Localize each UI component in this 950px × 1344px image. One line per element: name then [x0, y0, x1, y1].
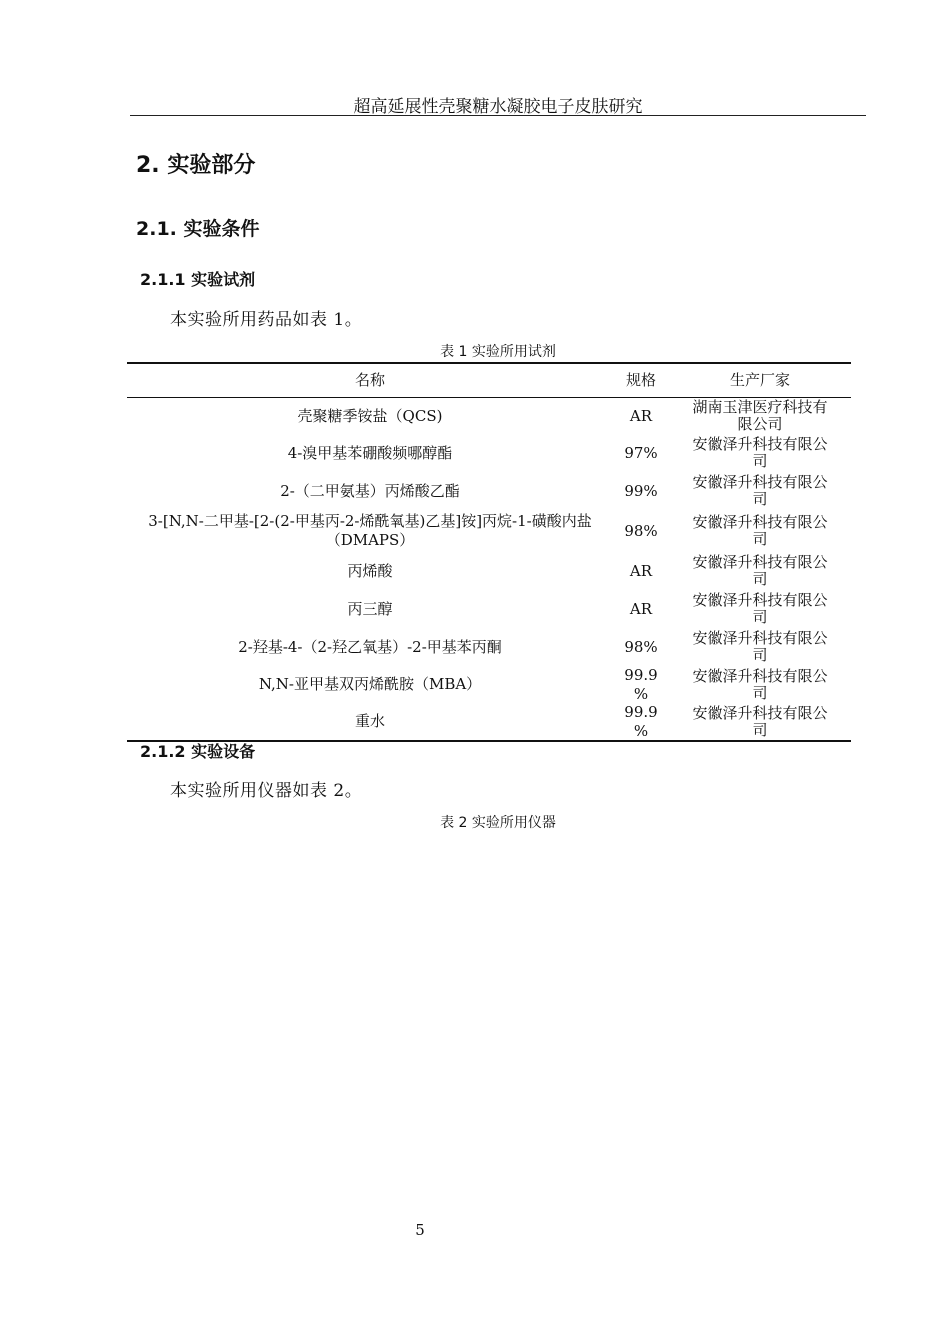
reagent-spec — [613, 600, 669, 619]
table2-caption: 表 2 实验所用仪器 — [440, 815, 556, 831]
reagents-intro: 本实验所用药品如表 1。 — [170, 310, 363, 330]
reagents-heading: 2.1.1 实验试剂 — [140, 270, 256, 289]
spec-line: 99% — [624, 481, 658, 500]
reagent-maker — [669, 436, 851, 470]
reagent-spec — [613, 666, 669, 704]
reagent-maker — [669, 554, 851, 588]
reagent-spec — [613, 482, 669, 501]
reagent-name: 丙烯酸 — [347, 561, 393, 580]
maker-line: 湖南玉津医疗科技有 — [692, 399, 828, 416]
spec-line: 99.9 — [624, 702, 658, 721]
spec-line: % — [633, 684, 649, 703]
reagent-name: N,N-亚甲基双丙烯酰胺（MBA） — [258, 675, 482, 693]
maker-line: 司 — [752, 530, 768, 548]
table-row — [127, 590, 851, 628]
maker-line: 司 — [752, 720, 768, 739]
table-row — [127, 472, 851, 510]
reagent-maker — [669, 399, 851, 433]
reagent-name: 丙三醇 — [347, 599, 393, 618]
reagent-maker — [669, 705, 851, 739]
maker-line: 安徽泽升科技有限公 — [692, 436, 828, 453]
table-row — [127, 434, 851, 472]
maker-line: 安徽泽升科技有限公 — [692, 554, 828, 571]
reagent-maker — [669, 514, 851, 548]
reagent-name: 壳聚糖季铵盐（QCS) — [297, 406, 443, 425]
table1-caption: 表 1 实验所用试剂 — [440, 344, 556, 360]
maker-line: 安徽泽升科技有限公 — [692, 514, 828, 531]
maker-line: 安徽泽升科技有限公 — [692, 630, 828, 647]
reagent-maker — [669, 630, 851, 664]
table-row — [127, 666, 851, 703]
reagent-spec — [613, 562, 669, 581]
header-rule — [130, 115, 866, 116]
col-header-maker: 生产厂家 — [729, 372, 790, 389]
spec-line: 98% — [624, 637, 658, 656]
maker-line: 安徽泽升科技有限公 — [692, 592, 828, 609]
section-heading: 2. 实验部分 — [136, 153, 256, 178]
spec-line: 97% — [624, 443, 658, 462]
spec-line: AR — [629, 406, 653, 425]
maker-line: 司 — [752, 490, 768, 508]
table-header-row — [127, 364, 851, 398]
reagents-table — [127, 362, 851, 742]
reagent-spec — [613, 703, 669, 741]
table-row — [127, 628, 851, 666]
maker-line: 安徽泽升科技有限公 — [692, 474, 828, 491]
reagent-maker — [669, 474, 851, 508]
maker-line: 司 — [752, 570, 768, 588]
reagent-name: 3-[N,N-二甲基-[2-(2-甲基丙-2-烯酰氧基)乙基]铵]丙烷-1-磺酸内盐（DMAPS） — [148, 512, 592, 549]
equipment-intro: 本实验所用仪器如表 2。 — [170, 781, 363, 801]
table-row — [127, 552, 851, 590]
reagent-name: 2-羟基-4-（2-羟乙氧基）-2-甲基苯丙酮 — [238, 637, 502, 656]
reagent-maker — [669, 668, 851, 702]
maker-line: 限公司 — [737, 415, 783, 433]
col-header-name: 名称 — [354, 371, 385, 389]
spec-line: AR — [629, 599, 653, 618]
running-header: 超高延展性壳聚糖水凝胶电子皮肤研究 — [353, 97, 643, 117]
reagent-name: 2-（二甲氨基）丙烯酸乙酯 — [280, 481, 460, 500]
table-row — [127, 703, 851, 740]
reagent-spec — [613, 638, 669, 657]
reagent-spec — [613, 522, 669, 541]
col-header-spec: 规格 — [625, 371, 656, 389]
spec-line: % — [633, 721, 649, 740]
page-number: 5 — [415, 1221, 425, 1239]
table-row — [127, 398, 851, 434]
reagent-maker — [669, 592, 851, 626]
reagent-name: 重水 — [354, 712, 385, 730]
subsection-heading: 2.1. 实验条件 — [136, 218, 260, 240]
maker-line: 司 — [752, 452, 768, 470]
reagent-spec — [613, 444, 669, 463]
table-row — [127, 510, 851, 552]
maker-line: 安徽泽升科技有限公 — [692, 667, 828, 685]
table-body — [127, 398, 851, 740]
spec-line: AR — [629, 561, 653, 580]
spec-line: 99.9 — [624, 665, 658, 684]
spec-line: 98% — [624, 521, 658, 540]
maker-line: 安徽泽升科技有限公 — [692, 704, 828, 722]
maker-line: 司 — [752, 683, 768, 702]
equipment-heading: 2.1.2 实验设备 — [140, 742, 256, 761]
reagent-name: 4-溴甲基苯硼酸频哪醇酯 — [287, 443, 453, 462]
maker-line: 司 — [752, 608, 768, 626]
reagent-spec — [613, 407, 669, 426]
maker-line: 司 — [752, 646, 768, 664]
